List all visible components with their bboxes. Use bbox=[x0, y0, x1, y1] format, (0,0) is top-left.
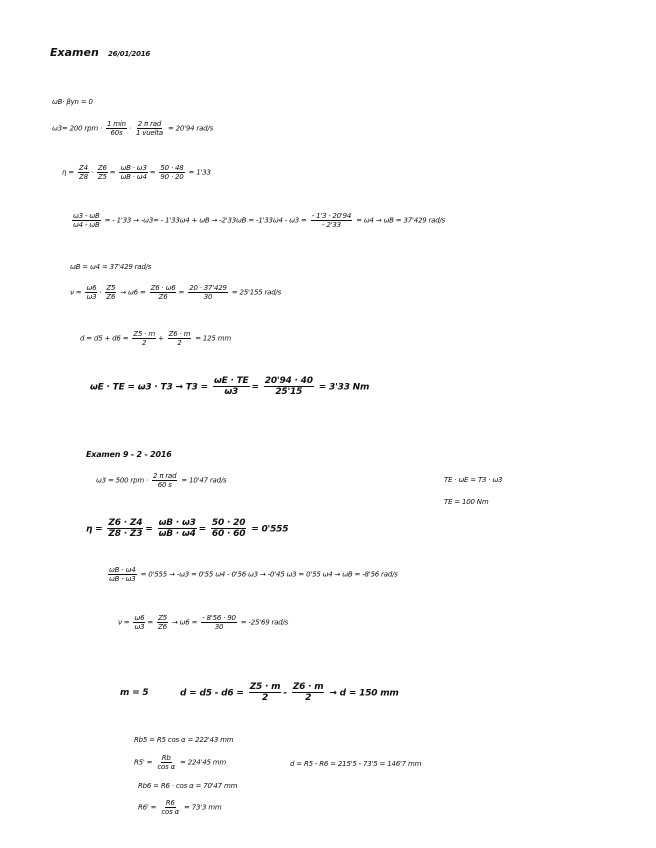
exam1-line-5: ωB = ω4 = 37'429 rad/s bbox=[70, 263, 152, 271]
exam1-line-4: $\frac{\omega 3 - \omega B}{\omega 4 - \omega B}$ = - 1'33 → -ω3= - 1'33ω4 + ωB → -2'33ωB = -1'33ω4 - ω3 = $\frac{- 1'3 \cdot 20'94}{- 2'33}$ = ω4 → ωB = 37'429 rad/s bbox=[73, 212, 446, 230]
exam1-line-2: ω3= 200 rpm · $\frac{1 \min}{60s}$ · $\frac{\text{2 π rad}}{\text{1 vuelta}}$ = 20'94 rad/s bbox=[52, 120, 214, 138]
exam2-module: m = 5 bbox=[120, 688, 149, 698]
exam2-line-1: ω3 = 500 rpm · $\frac{\text{2 π rad}}{60 s}$ = 10'47 rad/s bbox=[96, 472, 227, 490]
exam2-line-6: Rb5 = R5 cos α = 222'43 mm bbox=[134, 736, 234, 744]
exam2-line-8: Rb6 = R6 · cos α = 70'47 mm bbox=[138, 782, 238, 790]
exam2-line-9: R6' = $\frac{R6}{\text{cos α}}$ = 73'3 mm bbox=[138, 799, 222, 817]
exam2-right-1: TE · ωE = T3 · ω3 bbox=[444, 476, 503, 484]
exam1-line-7: d = d5 + d6 = $\frac{Z5 \cdot m}{2}$ + $\frac{Z6 \cdot m}{2}$ = 125 mm bbox=[80, 330, 231, 348]
exam2-line-7-right: d = R5 - R6 = 215'5 - 73'5 = 146'7 mm bbox=[290, 760, 422, 768]
exam2-line-5: d = d5 - d6 = $\frac{Z5 \cdot m}{2}$ - $\frac{Z6 \cdot m}{2}$ → d = 150 mm bbox=[180, 682, 399, 704]
page-title: Examen bbox=[50, 46, 99, 59]
exam1-line-6: ν = $\frac{\omega 6}{\omega 3}$ · $\frac{Z5}{Z6}$ → ω6 = $\frac{Z6 \cdot \omega 6}{Z6}$ = $\frac{20 \cdot 37'429}{30}$ = 25'155 rad/s bbox=[70, 284, 282, 302]
exam2-line-4: ν = $\frac{\omega 6}{\omega 3}$ = $\frac{Z5}{Z6}$ → ω6 = $\frac{- 8'56 \cdot 90}{30}$ = -25'69 rad/s bbox=[118, 614, 289, 632]
exam1-line-1: ωB· βyn = 0 bbox=[52, 98, 93, 106]
exam2-line-7: R5' = $\frac{Rb}{\text{cos α}}$ = 224'45 mm bbox=[134, 754, 226, 772]
exam2-line-2: η = $\frac{Z6 \cdot Z4}{Z8 \cdot Z3}$ = $\frac{\omega B \cdot \omega 3}{\omega B \cdot \omega 4}$ = $\frac{50 \cdot 20}{60 \cdot 60}$ = 0'555 bbox=[86, 518, 289, 540]
page-date: 26/01/2016 bbox=[108, 50, 151, 58]
exam2-right-2: TE = 100 Nm bbox=[444, 498, 489, 506]
exam1-line-8: ωE · TE = ω3 · T3 → T3 = $\frac{\omega E \cdot TE}{\omega 3}$ = $\frac{20'94 \cdot 40}{25'15}$ = 3'33 Nm bbox=[90, 376, 370, 398]
exam2-title: Examen 9 - 2 - 2016 bbox=[86, 450, 172, 459]
exam1-line-3: η = $\frac{Z4}{Z8}$ · $\frac{Z6}{Z5}$ = $\frac{\omega B \cdot \omega 3}{\omega B \cdot \omega 4}$ = $\frac{50 \cdot 48}{90 \cdot 20}$ = 1'33 bbox=[62, 164, 211, 182]
exam2-line-3: $\frac{\omega B - \omega 4}{\omega B - \omega 3}$ = 0'555 → -ω3 = 0'55 ω4 - 0'56 ω3 → -0'45 ω3 = 0'55 ω4 → ωB = -8'56 rad/s bbox=[109, 566, 398, 584]
